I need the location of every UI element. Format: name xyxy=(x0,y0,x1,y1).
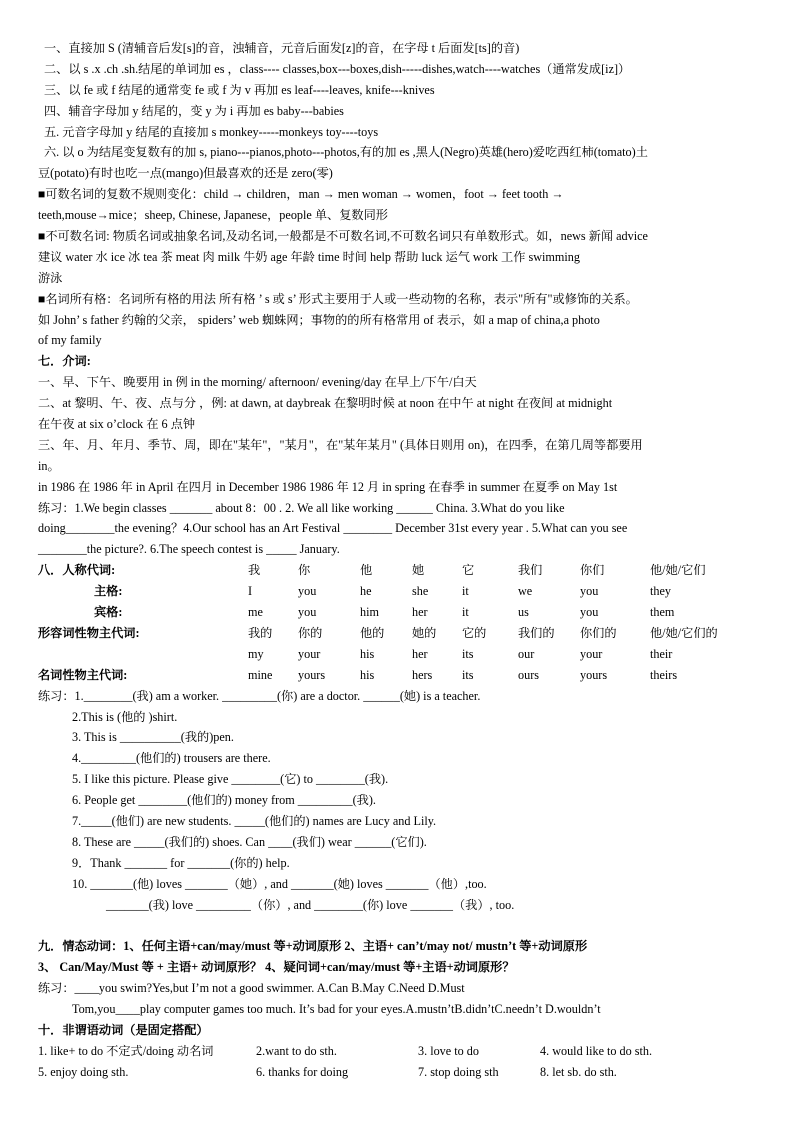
collocation-item: 3. love to do xyxy=(418,1043,479,1058)
pronoun-cell: its xyxy=(462,667,474,682)
pronoun-header-cell: 它的 xyxy=(462,625,487,640)
pronoun-header-cell: 你 xyxy=(298,563,311,578)
pronoun-cell: my xyxy=(248,646,264,661)
plural-rule-6: 六. 以 o 为结尾变复数有的加 s, piano---pianos,photo---photos,有的加 es ,黑人(Negro)英雄(hero)爱吃西红柿(tomato)土 xyxy=(44,145,648,160)
pronoun-cell: their xyxy=(650,646,673,661)
pronoun-cell: you xyxy=(580,605,599,620)
modal-exercise: Tom,you____play computer games too much. It’s bad for your eyes.A.mustn’tB.didn’tC.needn’t D.wouldn’t xyxy=(72,1002,601,1017)
pronoun-header-cell: 她 xyxy=(412,563,425,578)
possessive-case-cont2: of my family xyxy=(38,333,102,348)
pronoun-cell: you xyxy=(298,605,317,620)
plural-rule-4: 四、辅音字母加 y 结尾的，变 y 为 i 再加 es baby---babies xyxy=(44,103,344,118)
pronoun-exercise: 9．Thank _______ for _______(你的) help. xyxy=(72,855,290,870)
prep-line: 二、at 黎明、午、夜、点与分 ，例: at dawn, at daybreak 在黎明时候 at noon 在中午 at night 在夜间 at midnight xyxy=(38,396,613,411)
section-heading-prepositions: 七．介词: xyxy=(38,354,91,369)
pronoun-exercise: 5. I like this picture. Please give ________(它) to ________(我). xyxy=(72,772,389,787)
spacer xyxy=(38,916,760,937)
collocation-item: 1. like+ to do 不定式/doing 动名词 xyxy=(38,1043,214,1058)
collocation-item: 7. stop doing sth xyxy=(418,1064,499,1079)
pronoun-cell: his xyxy=(360,667,375,682)
pronoun-cell: it xyxy=(462,605,469,620)
pronoun-cell: us xyxy=(518,605,529,620)
pronoun-cell: you xyxy=(580,584,599,599)
pronoun-exercise: 10. _______(他) loves _______（她）, and _______(她) loves _______（他）,too. xyxy=(72,876,487,891)
pronoun-cell: her xyxy=(412,605,428,620)
plural-rule-3: 三、以 fe 或 f 结尾的通常变 fe 或 f 为 v 再加 es leaf----leaves, knife---knives xyxy=(44,82,435,97)
pronoun-noun-row xyxy=(38,665,730,686)
pronoun-cell: mine xyxy=(248,667,273,682)
collocation-item: 8. let sb. do sth. xyxy=(540,1064,617,1079)
pronoun-cell: yours xyxy=(298,667,326,682)
plural-rule-1: 一、直接加 S (清辅音后发[s]的音，浊辅音，元音后面发[z]的音，在字母 t 后面发[ts]的音) xyxy=(44,41,520,55)
pronoun-exercise: 6. People get ________(他们的) money from _________(我). xyxy=(72,793,376,808)
pronoun-cell: your xyxy=(298,646,321,661)
pronoun-cell: they xyxy=(650,584,671,599)
pronoun-exercise: 练习：1.________(我) am a worker. _________(你) are a doctor. ______(她) is a teacher. xyxy=(38,688,481,703)
pronoun-cell: its xyxy=(462,646,474,661)
modal-exercise: 练习：____you swim?Yes,but I’m not a good swimmer. A.Can B.May C.Need D.Must xyxy=(38,981,465,996)
irregular-plural-cont: teeth,mouse→mice；sheep, Chinese, Japanese，people 单、复数同形 xyxy=(38,208,388,223)
pronoun-cell: him xyxy=(360,605,379,620)
possessive-case: ■名词所有格：名词所有格的用法 所有格 ’ s 或 s’ 形式主要用于人或一些动物的名称，表示"所有"或修饰的关系。 xyxy=(38,291,638,306)
uncountable-nouns-cont: 建议 water 水 ice 冰 tea 茶 meat 肉 milk 牛奶 age 年龄 time 时间 help 帮助 luck 运气 work 工作 swimming xyxy=(38,249,580,264)
pronoun-cell: our xyxy=(518,646,535,661)
row-label: 宾格: xyxy=(94,605,123,620)
pronoun-exercise: 7._____(他们) are new students. _____(他们的) names are Lucy and Lily. xyxy=(72,814,437,829)
pronoun-cell: you xyxy=(298,584,317,599)
collocation-item: 5. enjoy doing sth. xyxy=(38,1064,129,1079)
pronoun-adj-row xyxy=(38,644,730,665)
section-heading-nonfinite-verbs: 十．非谓语动词（是固定搭配） xyxy=(38,1022,209,1037)
irregular-plural: ■可数名词的复数不规则变化：child → children，man → men woman → women，foot → feet tooth → xyxy=(38,187,564,202)
row-label: 名词性物主代词: xyxy=(38,667,128,682)
plural-rule-6-cont: 豆(potato)有时也吃一点(mango)但最喜欢的还是 zero(零) xyxy=(38,166,333,181)
pronoun-header-cell: 他/她/它们 xyxy=(650,563,706,578)
prep-exercise: ________the picture?. 6.The speech contest is _____ January. xyxy=(38,542,340,557)
pronoun-object-row xyxy=(38,602,730,623)
prep-line: 在午夜 at six o’clock 在 6 点钟 xyxy=(38,417,196,432)
uncountable-nouns-cont2: 游泳 xyxy=(38,270,63,285)
pronoun-cell: your xyxy=(580,646,603,661)
section-heading-modal-verbs: 九．情态动词：1、任何主语+can/may/must 等+动词原形 2、主语+ can’t/may not/ mustn’t 等+动词原形 xyxy=(38,939,588,954)
pronoun-cell: she xyxy=(412,584,429,599)
row-label-empty xyxy=(38,644,248,665)
collocation-item: 6. thanks for doing xyxy=(256,1064,349,1079)
plural-rule-5: 五. 元音字母加 y 结尾的直接加 s monkey-----monkeys toy----toys xyxy=(44,124,379,139)
nonfinite-table xyxy=(38,1041,652,1083)
prep-line: in。 xyxy=(38,458,60,473)
pronoun-cell: we xyxy=(518,584,533,599)
plural-rule-2: 二、以 s .x .ch .sh.结尾的单词加 es ，class---- classes,box---boxes,dish-----dishes,watch----watches（通常发成[iz]） xyxy=(44,61,631,76)
pronoun-cell: theirs xyxy=(650,667,678,682)
nonfinite-row xyxy=(38,1041,652,1062)
pronoun-cell: his xyxy=(360,646,375,661)
pronoun-cell: he xyxy=(360,584,372,599)
pronoun-cell: hers xyxy=(412,667,433,682)
prep-exercise: 练习：1.We begin classes _______ about 8：00 . 2. We all like working ______ China. 3.What do you like xyxy=(38,500,565,515)
prep-line: 一、早、下午、晚要用 in 例 in the morning/ afternoon/ evening/day 在早上/下午/白天 xyxy=(38,375,477,390)
row-label: 主格: xyxy=(94,584,123,599)
pronoun-exercise: 8. These are _____(我们的) shoes. Can ____(我们) wear ______(它们). xyxy=(72,834,427,849)
uncountable-nouns: ■不可数名词: 物质名词或抽象名词,及动名词,一般都是不可数名词,不可数名词只有单数形式。如，news 新闻 advice xyxy=(38,229,648,244)
section-heading-pronouns: 八．人称代词: xyxy=(38,563,116,578)
pronoun-exercise: 2.This is (他的 )shirt. xyxy=(72,709,178,724)
pronoun-cell: me xyxy=(248,605,263,620)
pronoun-header-cell: 你的 xyxy=(298,625,323,640)
pronoun-header-cell: 我的 xyxy=(248,625,273,640)
pronoun-header-cell: 她的 xyxy=(412,625,437,640)
pronoun-header-cell: 他 xyxy=(360,563,373,578)
pronoun-cell: ours xyxy=(518,667,539,682)
pronoun-exercise: 4._________(他们的) trousers are there. xyxy=(72,751,271,766)
pronoun-header-cell: 他/她/它们的 xyxy=(650,625,718,640)
pronoun-adj-header-row xyxy=(38,623,730,644)
pronoun-table xyxy=(38,560,730,685)
prep-exercise: doing________the evening？4.Our school has an Art Festival ________ December 31st every year . 5.What can you see xyxy=(38,521,628,536)
pronoun-header-cell: 我们 xyxy=(518,563,543,578)
pronoun-header-cell: 我 xyxy=(248,563,261,578)
pronoun-header-row xyxy=(38,560,730,581)
modal-rule: 3、 Can/May/Must 等 + 主语+ 动词原形？ 4、疑问词+can/may/must 等+主语+动词原形？ xyxy=(38,960,515,975)
pronoun-header-cell: 它 xyxy=(462,563,475,578)
possessive-case-cont: 如 John’ s father 约翰的父亲， spiders’ web 蜘蛛网；事物的的所有格常用 of 表示，如 a map of china,a photo xyxy=(38,312,600,327)
row-label: 形容词性物主代词: xyxy=(38,625,140,640)
pronoun-header-cell: 你们的 xyxy=(580,625,617,640)
document-page xyxy=(38,38,760,1083)
collocation-item: 4. would like to do sth. xyxy=(540,1043,653,1058)
pronoun-exercise: 3. This is __________(我的)pen. xyxy=(72,730,234,745)
prep-line: in 1986 在 1986 年 in April 在四月 in December 1986 1986 年 12 月 in spring 在春季 in summer 在夏季 on May 1st xyxy=(38,479,618,494)
prep-line: 三、年、月、年月、季节、周，即在"某年"，"某月"，在"某年某月" (具体日则用 on)，在四季，在第几周等都要用 xyxy=(38,437,643,452)
pronoun-cell: yours xyxy=(580,667,608,682)
pronoun-exercise: _______(我) love _________（你）, and ________(你) love _______（我）, too. xyxy=(106,897,515,912)
pronoun-header-cell: 你们 xyxy=(580,563,605,578)
pronoun-header-cell: 我们的 xyxy=(518,625,555,640)
pronoun-header-cell: 他的 xyxy=(360,625,385,640)
nonfinite-row xyxy=(38,1062,652,1083)
pronoun-cell: it xyxy=(462,584,469,599)
pronoun-subject-row xyxy=(38,581,730,602)
pronoun-cell: them xyxy=(650,605,675,620)
pronoun-cell: her xyxy=(412,646,428,661)
pronoun-cell: I xyxy=(248,584,253,599)
collocation-item: 2.want to do sth. xyxy=(256,1043,337,1058)
